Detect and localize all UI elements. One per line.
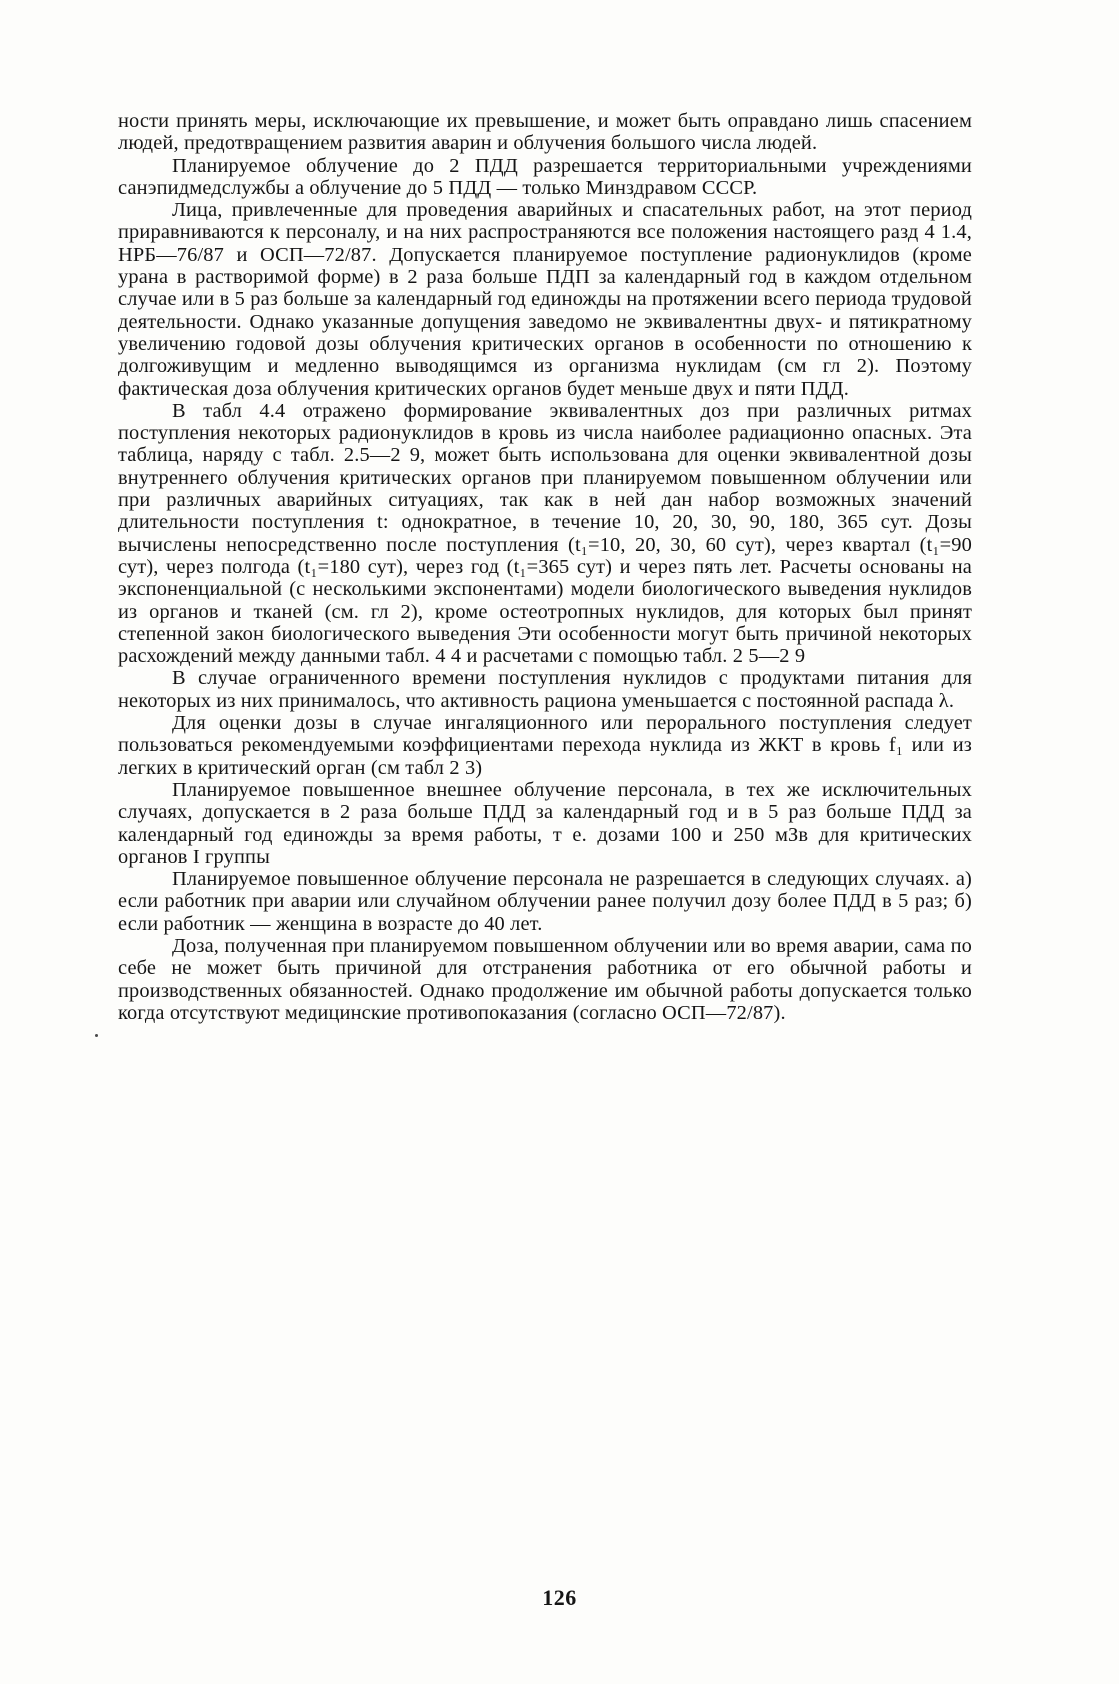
paragraph-inhalation-oral: Для оценки дозы в случае ингаляционного или перорального поступления следует пользоваться рекомендуемыми коэффициентами перехода нуклида из ЖКТ в кровь f₁ или из легких в критический орган (см табл 2 3) [118,712,972,779]
body-text [118,110,972,1024]
paragraph-food-intake: В случае ограниченного времени поступления нуклидов с продуктами питания для некоторых из них принималось, что активность рациона уменьшается с постоянной распада λ. [118,667,972,712]
paragraph-continuation: ности принять меры, исключающие их превышение, и может быть оправдано лишь спасением людей, предотвращением развития аварин и облучения большого числа людей. [118,110,972,155]
paragraph-emergency-workers: Лица, привлеченные для проведения аварийных и спасательных работ, на этот период приравниваются к персоналу, и на них распространяются все положения настоящего разд 4 1.4, НРБ—76/87 и ОСП—72/87. Допускается планируемое поступление радионуклидов (кроме урана в растворимой форме) в 2 раза больше ПДП за календарный год в каждом отдельном случае или в 5 раз больше за календарный год единожды на протяжении всего периода трудовой деятельности. Однако указанные допущения заведомо не эквивалентны двух- и пятикратному увеличению годовой дозы облучения критических органов в особенности по отношению к долгоживущим и медленно выводящимся из организма нуклидам (см гл 2). Поэтому фактическая доза облучения критических органов будет меньше двух и пяти ПДД. [118,199,972,400]
paragraph-planned-exposure-authority: Планируемое облучение до 2 ПДД разрешается территориальными учреждениями санэпидмедслужбы а облучение до 5 ПДД — только Минздравом СССР. [118,154,972,199]
paragraph-dose-consequences: Доза, полученная при планируемом повышенном облучении или во время аварии, сама по себе не может быть причиной для отстранения работника от его обычной работы и производственных обязанностей. Однако продолжение им обычной работы допускается только когда отсутствуют медицинские противопоказания (согласно ОСП—72/87). [118,934,972,1024]
margin-mark [95,1034,98,1037]
paragraph-table-4-4: В табл 4.4 отражено формирование эквивалентных доз при различных ритмах поступления некоторых радионуклидов в кровь из числа наиболее радиационно опасных. Эта таблица, наряду с табл. 2.5—2 9, может быть использована для оценки эквивалентной дозы внутреннего облучения критических органов при планируемом повышенном облучении или при различных аварийных ситуациях, так как в ней дан набор возможных значений длительности поступления t: однократное, в течение 10, 20, 30, 90, 180, 365 сут. Дозы вычислены непосредственно после поступления (t₁=10, 20, 30, 60 сут), через квартал (t₁=90 сут), через полгода (t₁=180 сут), через год (t₁=365 сут) и через пять лет. Расчеты основаны на экспоненциальной (с несколькими экспонентами) модели биологического выведения нуклидов из органов и тканей (см. гл 2), кроме остеотропных нуклидов, для которых был принят степенной закон биологического выведения Эти особенности могут быть причиной некоторых расхождений между данными табл. 4 4 и расчетами с помощью табл. 2 5—2 9 [118,399,972,668]
paragraph-external-exposure: Планируемое повышенное внешнее облучение персонала, в тех же исключительных случаях, допускается в 2 раза больше ПДД за календарный год и в 5 раз больше ПДД за календарный год единожды за время работы, т е. дозами 100 и 250 мЗв для критических органов I группы [118,778,972,868]
page-number: 126 [542,1585,577,1610]
paragraph-not-permitted: Планируемое повышенное облучение персонала не разрешается в следующих случаях. а) если работник при аварии или случайном облучении ранее получил дозу более ПДД в 5 раз; б) если работник — женщина в возрасте до 40 лет. [118,868,972,935]
